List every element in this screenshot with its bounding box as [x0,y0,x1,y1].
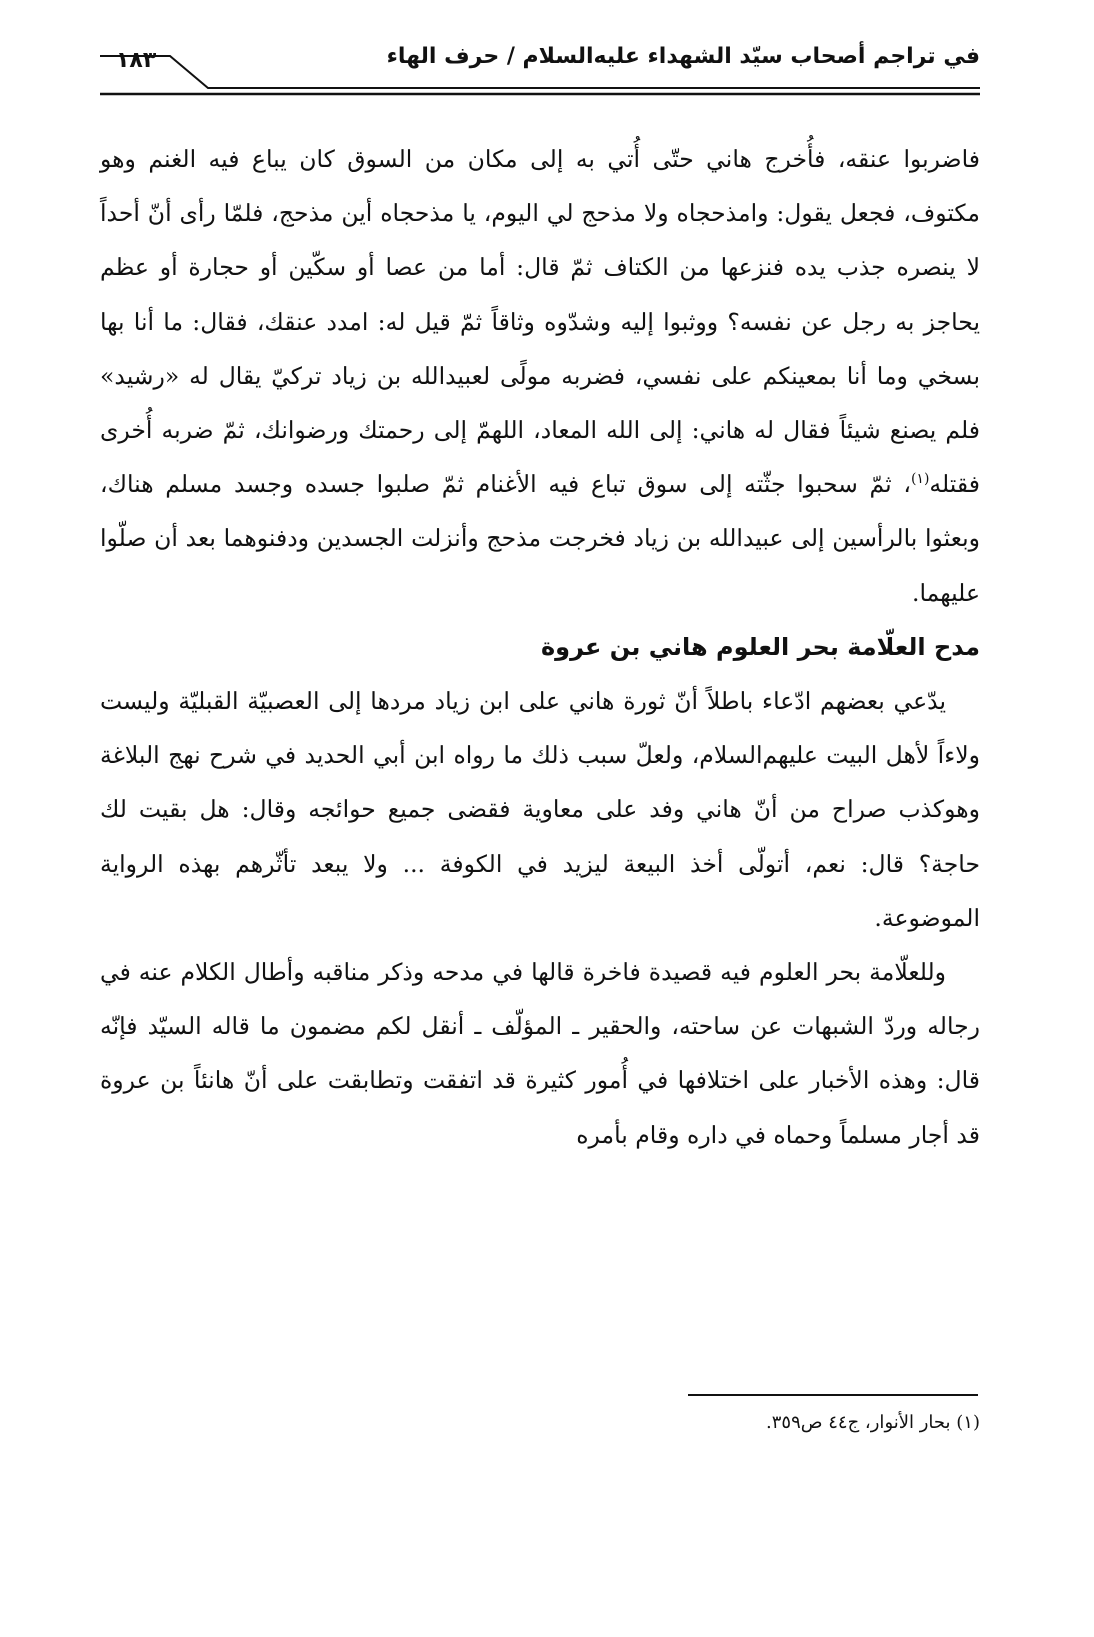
paragraph-3: وللعلّامة بحر العلوم فيه قصيدة فاخرة قالها في مدحه وذكر مناقبه وأطال الكلام عنه في رجاله وردّ الشبهات عن ساحته، والحقير ـ المؤلّف ـ أنقل لكم مضمون ما قاله السيّد فإنّه قال: وهذه الأخبار على اختلافها في أُمور كثيرة قد اتفقت وتطابقت على أنّ هانئاً بن عروة قد أجار مسلماً وحماه في داره وقام بأمره [100,958,980,1149]
section-heading: مدح العلّامة بحر العلوم هاني بن عروة [541,632,980,661]
paragraph-1-tail: ، ثمّ سحبوا جثّته إلى سوق تباع فيه الأغنام ثمّ صلبوا جسده وجسد مسلم هناك، وبعثوا بالرأسين إلى عبيدالله بن زياد فخرجت مذحج وأنزلت الجسدين ودفنوهما بعد أن صلّوا عليهما. [100,470,980,607]
main-text [100,132,980,1162]
footnotes [100,1408,980,1438]
footnote-separator [688,1394,978,1396]
paragraph-1 [100,132,980,620]
paragraph-2: يدّعي بعضهم ادّعاء باطلاً أنّ ثورة هاني على ابن زياد مردها إلى العصبيّة القبليّة وليست ولاءاً لأهل البيت عليهم‌السلام، ولعلّ سبب ذلك ما رواه ابن أبي الحديد في شرح نهج البلاغة وهوكذب صراح من أنّ هاني وفد على معاوية فقضى جميع حوائجه وقال: هل بقيت لك حاجة؟ قال: نعم، أتولّى أخذ البيعة ليزيد في الكوفة ... ولا يبعد تأثّرهم بهذه الرواية الموضوعة. [100,687,980,932]
page-number: ١٨٣ [116,48,157,73]
footnote-1: (١) بحار الأنوار، ج٤٤ ص٣٥٩. [766,1412,980,1433]
footnote-ref-1: (١) [910,471,930,488]
running-header-title: في تراجم أصحاب سيّد الشهداء عليه‌السلام / حرف الهاء [386,44,980,69]
paragraph-1-text: فاضربوا عنقه، فأُخرج هاني حتّى أُتي به إلى مكان من السوق كان يباع فيه الغنم وهو مكتوف، فجعل يقول: وامذحجاه ولا مذحج لي اليوم، يا مذحجاه أين مذحج، فلمّا رأى أنّ أحداً لا ينصره جذب يده فنزعها من الكتاف ثمّ قال: أما من عصا أو سكّين أو حجارة أو عظم يحاجز به رجل عن نفسه؟ ووثبوا إليه وشدّوه وثاقاً ثمّ قيل له: امدد عنقك، فقال: ما أنا بها بسخي وما أنا بمعينكم على نفسي، فضربه مولًى لعبيدالله بن زياد تركيّ يقال له «رشيد» فلم يصنع شيئاً فقال له هاني: إلى الله المعاد، اللهمّ إلى رحمتك ورضوانك، ثمّ ضربه أُخرى فقتله [100,145,980,499]
page-header [100,38,980,100]
